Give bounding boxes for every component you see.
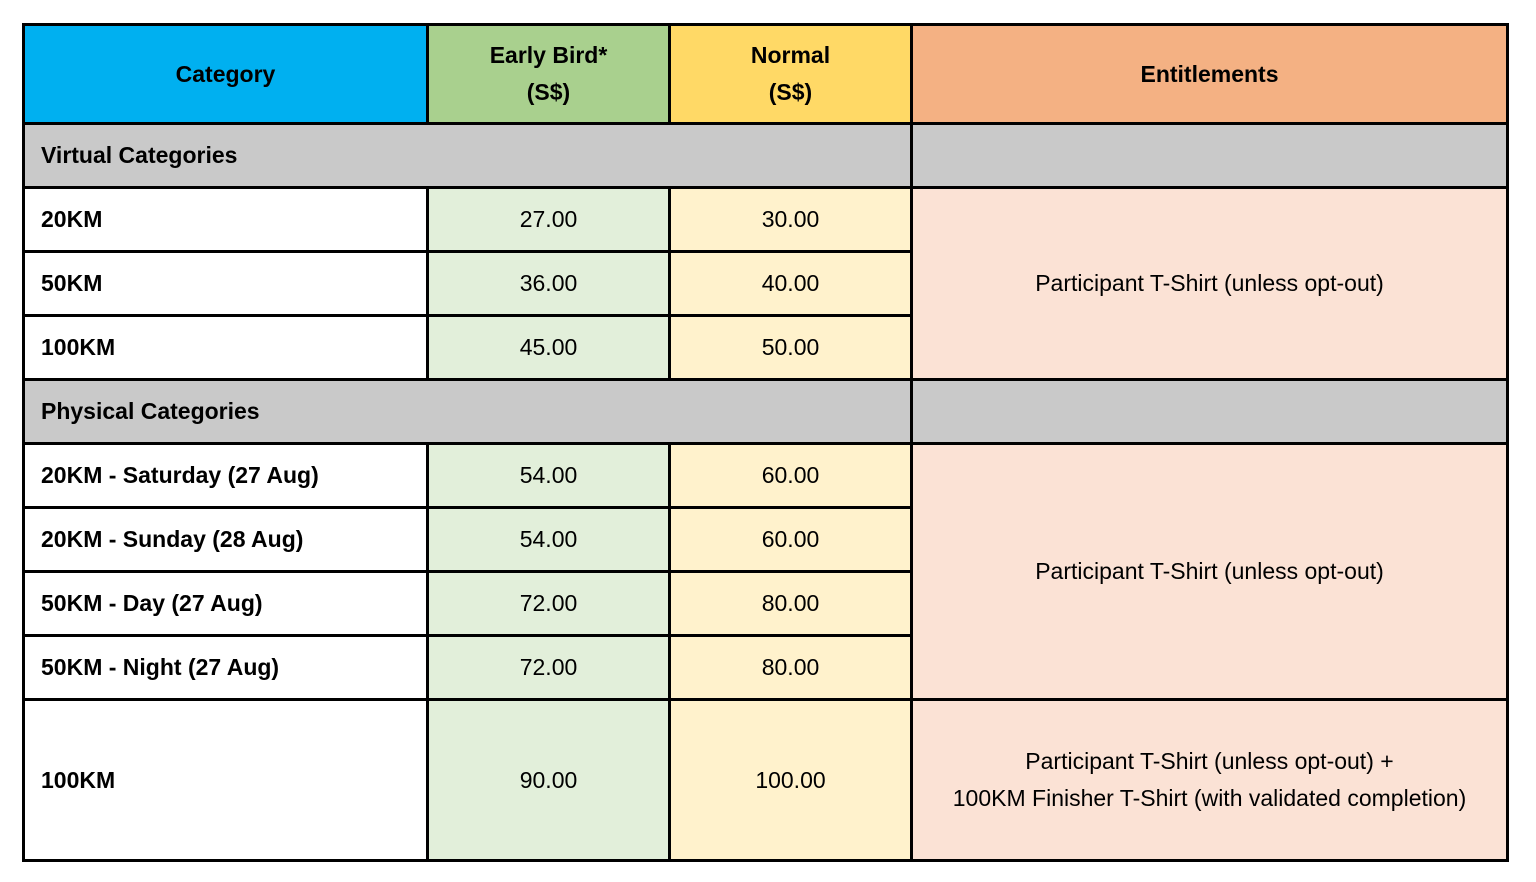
category-cell: 100KM — [24, 700, 428, 861]
pricing-table — [22, 23, 1509, 862]
early-bird-price-cell: 54.00 — [428, 444, 670, 508]
section-band-entitlement-physical — [912, 380, 1508, 444]
normal-price-cell: 60.00 — [670, 444, 912, 508]
category-cell: 20KM — [24, 188, 428, 252]
entitlement-cell-virtual: Participant T-Shirt (unless opt-out) — [912, 188, 1508, 380]
normal-price-cell: 80.00 — [670, 636, 912, 700]
table-header-row — [24, 25, 1508, 124]
normal-price-cell: 50.00 — [670, 316, 912, 380]
section-title-virtual: Virtual Categories — [24, 124, 912, 188]
category-cell: 50KM - Night (27 Aug) — [24, 636, 428, 700]
category-header-label: Category — [175, 60, 276, 87]
category-cell: 50KM — [24, 252, 428, 316]
normal-price-cell: 100.00 — [670, 700, 912, 861]
normal-price-cell: 80.00 — [670, 572, 912, 636]
early-bird-price-cell: 72.00 — [428, 636, 670, 700]
normal-currency-label: (S$) — [768, 79, 813, 105]
entitlements-column-header — [912, 25, 1508, 124]
early-bird-price-cell: 36.00 — [428, 252, 670, 316]
category-cell: 100KM — [24, 316, 428, 380]
table-row — [24, 188, 1508, 252]
entitlement-line-tshirt: Participant T-Shirt (unless opt-out) + — [1025, 748, 1394, 774]
entitlement-cell-100km — [912, 700, 1508, 861]
normal-price-cell: 30.00 — [670, 188, 912, 252]
category-cell: 50KM - Day (27 Aug) — [24, 572, 428, 636]
section-title-physical: Physical Categories — [24, 380, 912, 444]
early-bird-price-cell: 54.00 — [428, 508, 670, 572]
entitlement-cell-physical: Participant T-Shirt (unless opt-out) — [912, 444, 1508, 700]
normal-column-header — [670, 25, 912, 124]
normal-price-cell: 60.00 — [670, 508, 912, 572]
early-bird-column-header — [428, 25, 670, 124]
section-row-virtual — [24, 124, 1508, 188]
category-cell: 20KM - Saturday (27 Aug) — [24, 444, 428, 508]
section-row-physical — [24, 380, 1508, 444]
pricing-table-container — [22, 23, 1509, 862]
category-cell: 20KM - Sunday (28 Aug) — [24, 508, 428, 572]
early-bird-price-cell: 90.00 — [428, 700, 670, 861]
entitlements-header-label: Entitlements — [1140, 60, 1279, 87]
early-bird-price-cell: 72.00 — [428, 572, 670, 636]
section-band-entitlement-virtual — [912, 124, 1508, 188]
early-bird-price-cell: 45.00 — [428, 316, 670, 380]
table-row — [24, 700, 1508, 861]
early-bird-currency-label: (S$) — [526, 79, 571, 105]
early-bird-header-label: Early Bird* — [489, 42, 608, 68]
entitlement-line-finisher: 100KM Finisher T-Shirt (with validated completion) — [952, 785, 1467, 811]
early-bird-price-cell: 27.00 — [428, 188, 670, 252]
normal-price-cell: 40.00 — [670, 252, 912, 316]
table-row — [24, 444, 1508, 508]
normal-header-label: Normal — [750, 42, 831, 68]
category-column-header — [24, 25, 428, 124]
